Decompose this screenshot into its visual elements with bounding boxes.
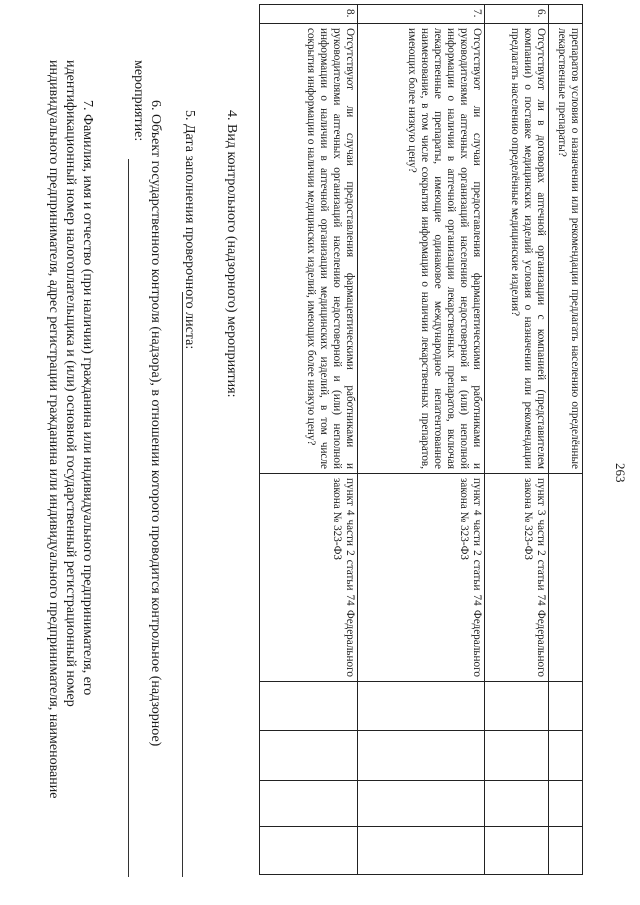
answer-cell — [358, 827, 485, 875]
row-number: 7. — [358, 5, 485, 24]
row-number: 6. — [485, 5, 549, 24]
section-5-heading: 5. Дата заполнения проверочного листа: — [182, 110, 197, 350]
section-4-heading: 4. Вид контрольного (надзорного) мероприятия: — [224, 110, 239, 398]
page-number: 263 — [613, 463, 628, 483]
section-6-line: 6. Объект государственного контроля (надзора), в отношении которого проводится контрольное (надзорное) — [148, 100, 163, 747]
question-cell: Отсутствуют ли случаи предоставления фармацевтическими работниками и руководителями аптечных организаций населению недостоверной и (или) неполной информации о наличии в аптечной организации лекарственных препаратов, включая лекарственные препараты, имеющие одинаковое международное непатентованное наименование, в том числе сокрытия информации о наличии лекарственных препаратов, имеющих более низкую цену? — [358, 24, 485, 474]
answer-cell — [485, 781, 549, 827]
checklist-table — [259, 4, 583, 875]
section-6-text — [130, 60, 164, 880]
answer-cell — [358, 682, 485, 731]
answer-cell — [260, 827, 358, 875]
reference-cell: пункт 4 части 2 статьи 74 Федерального закона № 323-ФЗ — [358, 474, 485, 682]
answer-cell — [260, 731, 358, 781]
section-7-text — [45, 60, 96, 880]
answer-cell — [549, 731, 583, 781]
fill-in-line — [182, 292, 183, 877]
answer-cell — [485, 682, 549, 731]
section-7-line: идентификационный номер налогоплательщика и (или) основной государственный регистрационный номер — [63, 60, 78, 707]
answer-cell — [485, 827, 549, 875]
answer-cell — [549, 781, 583, 827]
answer-cell — [549, 682, 583, 731]
table-row — [485, 5, 549, 875]
answer-cell — [260, 781, 358, 827]
table-row — [358, 5, 485, 875]
reference-cell — [549, 474, 583, 682]
table-row — [549, 5, 583, 875]
reference-cell: пункт 4 части 2 статьи 74 Федерального закона № 323-ФЗ — [260, 474, 358, 682]
answer-cell — [358, 731, 485, 781]
question-cell: Отсутствуют ли в договорах аптечной организации с компанией (представителем компании) о поставке медицинских изделий условия о назначении или рекомендации предлагать населению определённые медицинские изделия? — [485, 24, 549, 474]
section-7-line: 7. Фамилия, имя и отчество (при наличии) гражданина или индивидуального предпринимателя, его — [80, 100, 95, 696]
row-number: 8. — [260, 5, 358, 24]
answer-cell — [549, 827, 583, 875]
answer-cell — [485, 731, 549, 781]
section-7-line: индивидуального предпринимателя, адрес регистрации гражданина или индивидуального предпринимателя, наименование — [46, 60, 61, 799]
fill-in-line — [128, 159, 129, 877]
reference-cell: пункт 3 части 2 статьи 74 Федерального закона № 323-ФЗ — [485, 474, 549, 682]
answer-cell — [358, 781, 485, 827]
answer-cell — [260, 682, 358, 731]
section-6-line: мероприятие: — [131, 60, 146, 142]
row-number — [549, 5, 583, 24]
table-row — [260, 5, 358, 875]
question-cell: препаратов условия о назначении или рекомендации предлагать населению определённые лекарственные препараты? — [549, 24, 583, 474]
question-cell: Отсутствуют ли случаи предоставления фармацевтическими работниками и руководителями аптечных организаций населению недостоверной и (или) неполной информации о наличии в аптечной организации медицинских изделий, в том числе сокрытия информации о наличии медицинских изделий, имеющих более низкую цену? — [260, 24, 358, 474]
